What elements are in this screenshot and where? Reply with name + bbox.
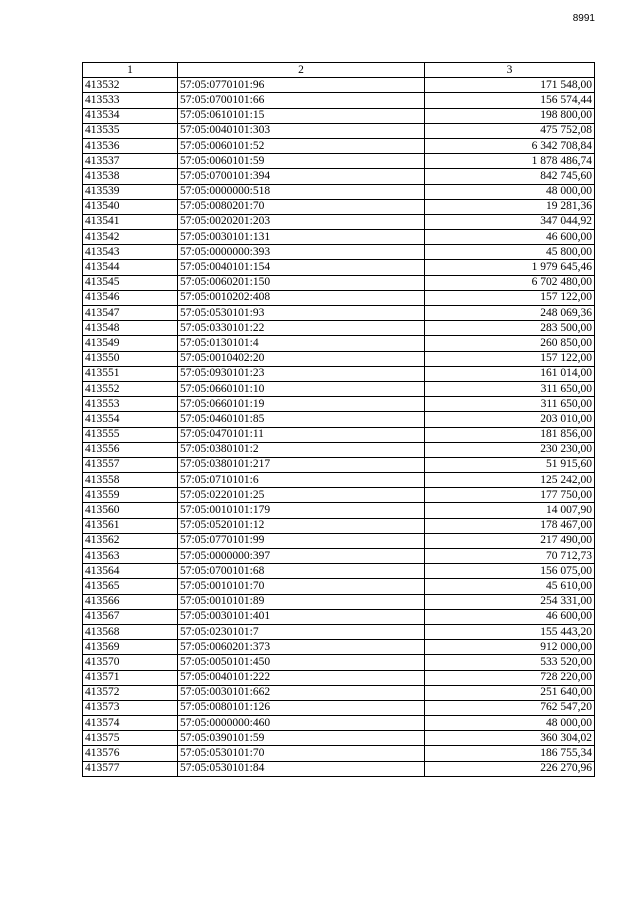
amount-cell: 181 856,00 (425, 427, 595, 442)
table-row (83, 564, 595, 579)
amount-cell: 46 600,00 (425, 609, 595, 624)
table-body (83, 78, 595, 777)
amount-cell: 311 650,00 (425, 397, 595, 412)
table-row (83, 306, 595, 321)
data-table (82, 62, 595, 777)
table-row (83, 609, 595, 624)
row-id-cell: 413560 (83, 503, 178, 518)
row-id-cell: 413539 (83, 184, 178, 199)
amount-cell: 70 712,73 (425, 549, 595, 564)
amount-cell: 203 010,00 (425, 412, 595, 427)
amount-cell: 125 242,00 (425, 473, 595, 488)
column-header-2: 2 (178, 63, 425, 78)
row-id-cell: 413571 (83, 670, 178, 685)
row-id-cell: 413548 (83, 321, 178, 336)
cadastral-number-cell: 57:05:0380101:217 (178, 457, 425, 472)
table-row (83, 412, 595, 427)
table-row (83, 260, 595, 275)
amount-cell: 251 640,00 (425, 685, 595, 700)
cadastral-number-cell: 57:05:0710101:6 (178, 473, 425, 488)
cadastral-number-cell: 57:05:0700101:394 (178, 169, 425, 184)
table-row (83, 245, 595, 260)
row-id-cell: 413551 (83, 366, 178, 381)
cadastral-number-cell: 57:05:0040101:154 (178, 260, 425, 275)
cadastral-number-cell: 57:05:0530101:84 (178, 761, 425, 776)
row-id-cell: 413564 (83, 564, 178, 579)
amount-cell: 842 745,60 (425, 169, 595, 184)
cadastral-number-cell: 57:05:0130101:4 (178, 336, 425, 351)
row-id-cell: 413557 (83, 457, 178, 472)
column-header-1: 1 (83, 63, 178, 78)
table-row (83, 397, 595, 412)
amount-cell: 157 122,00 (425, 290, 595, 305)
cadastral-number-cell: 57:05:0010101:70 (178, 579, 425, 594)
table-row (83, 381, 595, 396)
table-row (83, 746, 595, 761)
row-id-cell: 413565 (83, 579, 178, 594)
cadastral-number-cell: 57:05:0060201:373 (178, 640, 425, 655)
table-row (83, 290, 595, 305)
amount-cell: 283 500,00 (425, 321, 595, 336)
table-row (83, 351, 595, 366)
amount-cell: 51 915,60 (425, 457, 595, 472)
table-row (83, 230, 595, 245)
cadastral-number-cell: 57:05:0530101:70 (178, 746, 425, 761)
table-row (83, 184, 595, 199)
cadastral-number-cell: 57:05:0010202:408 (178, 290, 425, 305)
cadastral-number-cell: 57:05:0460101:85 (178, 412, 425, 427)
table-row (83, 427, 595, 442)
row-id-cell: 413547 (83, 306, 178, 321)
table-row (83, 700, 595, 715)
amount-cell: 360 304,02 (425, 731, 595, 746)
column-header-3: 3 (425, 63, 595, 78)
cadastral-number-cell: 57:05:0030101:662 (178, 685, 425, 700)
row-id-cell: 413552 (83, 381, 178, 396)
amount-cell: 1 878 486,74 (425, 154, 595, 169)
table-row (83, 199, 595, 214)
amount-cell: 157 122,00 (425, 351, 595, 366)
row-id-cell: 413559 (83, 488, 178, 503)
row-id-cell: 413556 (83, 442, 178, 457)
table-row (83, 594, 595, 609)
table-row (83, 123, 595, 138)
table-row (83, 685, 595, 700)
row-id-cell: 413550 (83, 351, 178, 366)
amount-cell: 6 342 708,84 (425, 138, 595, 153)
row-id-cell: 413534 (83, 108, 178, 123)
cadastral-number-cell: 57:05:0220101:25 (178, 488, 425, 503)
row-id-cell: 413553 (83, 397, 178, 412)
cadastral-number-cell: 57:05:0000000:518 (178, 184, 425, 199)
row-id-cell: 413542 (83, 230, 178, 245)
row-id-cell: 413549 (83, 336, 178, 351)
table-row (83, 214, 595, 229)
cadastral-number-cell: 57:05:0470101:11 (178, 427, 425, 442)
amount-cell: 6 702 480,00 (425, 275, 595, 290)
amount-cell: 347 044,92 (425, 214, 595, 229)
table-row (83, 336, 595, 351)
row-id-cell: 413537 (83, 154, 178, 169)
amount-cell: 533 520,00 (425, 655, 595, 670)
row-id-cell: 413574 (83, 716, 178, 731)
table-row (83, 716, 595, 731)
amount-cell: 48 000,00 (425, 184, 595, 199)
cadastral-number-cell: 57:05:0060101:52 (178, 138, 425, 153)
cadastral-number-cell: 57:05:0660101:19 (178, 397, 425, 412)
row-id-cell: 413558 (83, 473, 178, 488)
amount-cell: 728 220,00 (425, 670, 595, 685)
row-id-cell: 413541 (83, 214, 178, 229)
amount-cell: 156 075,00 (425, 564, 595, 579)
table-row (83, 655, 595, 670)
amount-cell: 217 490,00 (425, 533, 595, 548)
cadastral-number-cell: 57:05:0520101:12 (178, 518, 425, 533)
row-id-cell: 413545 (83, 275, 178, 290)
row-id-cell: 413554 (83, 412, 178, 427)
row-id-cell: 413563 (83, 549, 178, 564)
table-row (83, 549, 595, 564)
row-id-cell: 413576 (83, 746, 178, 761)
row-id-cell: 413540 (83, 199, 178, 214)
amount-cell: 177 750,00 (425, 488, 595, 503)
table-row (83, 442, 595, 457)
cadastral-number-cell: 57:05:0020201:203 (178, 214, 425, 229)
cadastral-number-cell: 57:05:0660101:10 (178, 381, 425, 396)
row-id-cell: 413573 (83, 700, 178, 715)
row-id-cell: 413566 (83, 594, 178, 609)
amount-cell: 155 443,20 (425, 624, 595, 639)
row-id-cell: 413536 (83, 138, 178, 153)
cadastral-number-cell: 57:05:0530101:93 (178, 306, 425, 321)
amount-cell: 46 600,00 (425, 230, 595, 245)
row-id-cell: 413561 (83, 518, 178, 533)
cadastral-number-cell: 57:05:0010101:179 (178, 503, 425, 518)
cadastral-number-cell: 57:05:0000000:460 (178, 716, 425, 731)
cadastral-number-cell: 57:05:0610101:15 (178, 108, 425, 123)
amount-cell: 198 800,00 (425, 108, 595, 123)
row-id-cell: 413575 (83, 731, 178, 746)
row-id-cell: 413567 (83, 609, 178, 624)
cadastral-number-cell: 57:05:0770101:96 (178, 78, 425, 93)
table-row (83, 78, 595, 93)
row-id-cell: 413546 (83, 290, 178, 305)
amount-cell: 45 800,00 (425, 245, 595, 260)
table-row (83, 533, 595, 548)
page-number: 8991 (572, 13, 595, 24)
row-id-cell: 413555 (83, 427, 178, 442)
row-id-cell: 413562 (83, 533, 178, 548)
cadastral-number-cell: 57:05:0040101:222 (178, 670, 425, 685)
table-row (83, 640, 595, 655)
amount-cell: 226 270,96 (425, 761, 595, 776)
cadastral-number-cell: 57:05:0000000:397 (178, 549, 425, 564)
cadastral-number-cell: 57:05:0330101:22 (178, 321, 425, 336)
amount-cell: 48 000,00 (425, 716, 595, 731)
row-id-cell: 413538 (83, 169, 178, 184)
table-row (83, 108, 595, 123)
cadastral-number-cell: 57:05:0080201:70 (178, 199, 425, 214)
table-row (83, 731, 595, 746)
table-row (83, 275, 595, 290)
amount-cell: 912 000,00 (425, 640, 595, 655)
amount-cell: 762 547,20 (425, 700, 595, 715)
amount-cell: 311 650,00 (425, 381, 595, 396)
amount-cell: 45 610,00 (425, 579, 595, 594)
table-header-row (83, 63, 595, 78)
table-row (83, 488, 595, 503)
table-row (83, 93, 595, 108)
cadastral-number-cell: 57:05:0060201:150 (178, 275, 425, 290)
cadastral-number-cell: 57:05:0040101:303 (178, 123, 425, 138)
table-row (83, 518, 595, 533)
row-id-cell: 413533 (83, 93, 178, 108)
row-id-cell: 413569 (83, 640, 178, 655)
cadastral-number-cell: 57:05:0010402:20 (178, 351, 425, 366)
amount-cell: 156 574,44 (425, 93, 595, 108)
cadastral-number-cell: 57:05:0700101:68 (178, 564, 425, 579)
row-id-cell: 413572 (83, 685, 178, 700)
amount-cell: 248 069,36 (425, 306, 595, 321)
table-row (83, 138, 595, 153)
table-row (83, 321, 595, 336)
amount-cell: 171 548,00 (425, 78, 595, 93)
amount-cell: 260 850,00 (425, 336, 595, 351)
row-id-cell: 413570 (83, 655, 178, 670)
cadastral-number-cell: 57:05:0380101:2 (178, 442, 425, 457)
table-row (83, 473, 595, 488)
cadastral-number-cell: 57:05:0030101:401 (178, 609, 425, 624)
cadastral-number-cell: 57:05:0000000:393 (178, 245, 425, 260)
cadastral-number-cell: 57:05:0080101:126 (178, 700, 425, 715)
cadastral-number-cell: 57:05:0930101:23 (178, 366, 425, 381)
row-id-cell: 413568 (83, 624, 178, 639)
amount-cell: 14 007,90 (425, 503, 595, 518)
cadastral-number-cell: 57:05:0050101:450 (178, 655, 425, 670)
table-row (83, 457, 595, 472)
amount-cell: 178 467,00 (425, 518, 595, 533)
cadastral-number-cell: 57:05:0770101:99 (178, 533, 425, 548)
table-row (83, 169, 595, 184)
cadastral-number-cell: 57:05:0700101:66 (178, 93, 425, 108)
amount-cell: 186 755,34 (425, 746, 595, 761)
table-row (83, 624, 595, 639)
cadastral-number-cell: 57:05:0030101:131 (178, 230, 425, 245)
row-id-cell: 413544 (83, 260, 178, 275)
table-row (83, 579, 595, 594)
amount-cell: 230 230,00 (425, 442, 595, 457)
amount-cell: 254 331,00 (425, 594, 595, 609)
row-id-cell: 413535 (83, 123, 178, 138)
table-row (83, 670, 595, 685)
cadastral-number-cell: 57:05:0390101:59 (178, 731, 425, 746)
amount-cell: 1 979 645,46 (425, 260, 595, 275)
amount-cell: 161 014,00 (425, 366, 595, 381)
cadastral-number-cell: 57:05:0010101:89 (178, 594, 425, 609)
row-id-cell: 413532 (83, 78, 178, 93)
row-id-cell: 413543 (83, 245, 178, 260)
amount-cell: 19 281,36 (425, 199, 595, 214)
table-row (83, 154, 595, 169)
cadastral-number-cell: 57:05:0230101:7 (178, 624, 425, 639)
row-id-cell: 413577 (83, 761, 178, 776)
amount-cell: 475 752,08 (425, 123, 595, 138)
cadastral-number-cell: 57:05:0060101:59 (178, 154, 425, 169)
table-row (83, 761, 595, 776)
table-row (83, 503, 595, 518)
table-row (83, 366, 595, 381)
